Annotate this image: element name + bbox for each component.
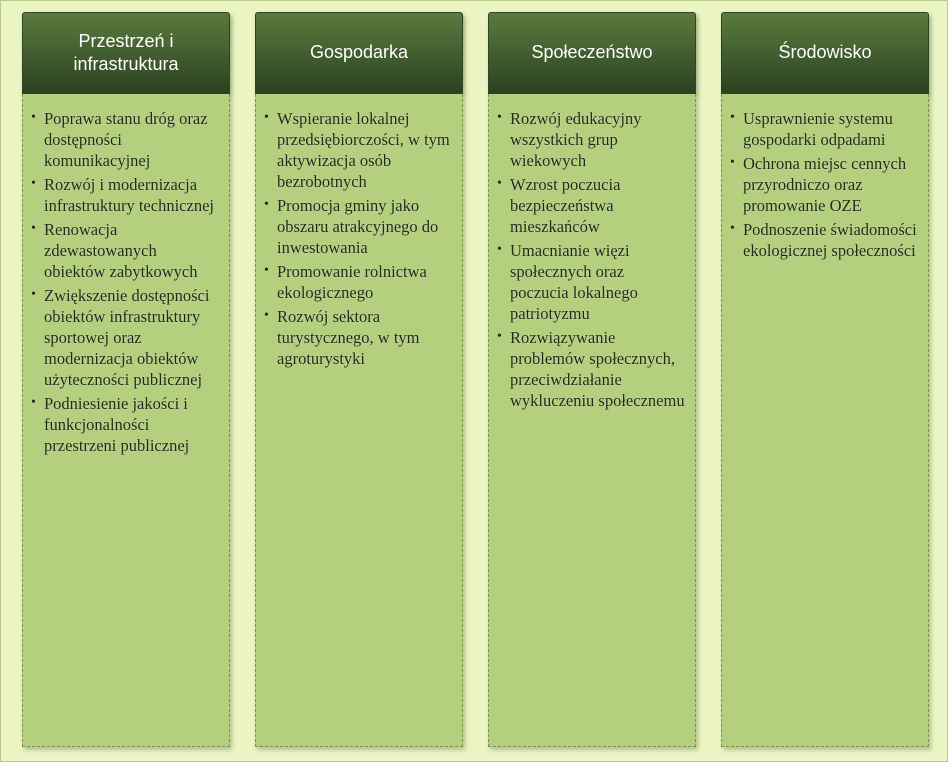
item-list bbox=[31, 108, 219, 456]
column-title: Gospodarka bbox=[309, 42, 409, 63]
list-item bbox=[264, 306, 452, 369]
list-item-text: Renowacja zdewastowanych obiektów zabytkowych bbox=[44, 220, 198, 281]
list-item bbox=[31, 174, 219, 216]
list-item-text: Zwiększenie dostępności obiektów infrastruktury sportowej oraz modernizacja obiektów użyteczności publicznej bbox=[44, 286, 210, 389]
list-item bbox=[264, 195, 452, 258]
list-item bbox=[730, 219, 918, 261]
column-header bbox=[255, 12, 463, 94]
list-item-text: Podniesienie jakości i funkcjonalności przestrzeni publicznej bbox=[44, 394, 190, 455]
column-header bbox=[721, 12, 929, 94]
column-spoleczenstwo bbox=[488, 12, 696, 747]
list-item bbox=[31, 285, 219, 390]
list-item-text: Wspieranie lokalnej przedsiębiorczości, w tym aktywizacja osób bezrobotnych bbox=[277, 109, 450, 191]
item-list bbox=[497, 108, 685, 411]
list-item bbox=[31, 108, 219, 171]
list-item bbox=[497, 174, 685, 237]
bullet-icon: • bbox=[730, 221, 735, 236]
list-item bbox=[497, 240, 685, 324]
list-item-text: Rozwój edukacyjny wszystkich grup wiekowych bbox=[510, 109, 642, 170]
column-body bbox=[22, 94, 230, 747]
column-title: Środowisko bbox=[778, 42, 872, 63]
list-item-text: Umacnianie więzi społecznych oraz poczucia lokalnego patriotyzmu bbox=[510, 241, 638, 323]
bullet-icon: • bbox=[497, 242, 502, 257]
column-body bbox=[488, 94, 696, 747]
column-body bbox=[255, 94, 463, 747]
bullet-icon: • bbox=[730, 110, 735, 125]
list-item-text: Promocja gminy jako obszaru atrakcyjnego do inwestowania bbox=[277, 196, 439, 257]
column-title: Społeczeństwo bbox=[531, 42, 653, 63]
list-item-text: Rozwój sektora turystycznego, w tym agroturystyki bbox=[277, 307, 420, 368]
list-item bbox=[31, 219, 219, 282]
bullet-icon: • bbox=[31, 110, 36, 125]
bullet-icon: • bbox=[264, 308, 269, 323]
column-body bbox=[721, 94, 929, 747]
list-item bbox=[497, 108, 685, 171]
column-title: Przestrzeń i infrastruktura bbox=[73, 30, 179, 74]
list-item bbox=[31, 393, 219, 456]
bullet-icon: • bbox=[31, 221, 36, 236]
column-przestrzen-i-infrastruktura bbox=[22, 12, 230, 747]
list-item-text: Rozwój i modernizacja infrastruktury technicznej bbox=[44, 175, 214, 215]
bullet-icon: • bbox=[31, 176, 36, 191]
list-item bbox=[264, 261, 452, 303]
bullet-icon: • bbox=[497, 110, 502, 125]
column-header bbox=[22, 12, 230, 94]
list-item-text: Podnoszenie świadomości ekologicznej społeczności bbox=[743, 220, 917, 260]
bullet-icon: • bbox=[31, 287, 36, 302]
list-item bbox=[264, 108, 452, 192]
list-item-text: Poprawa stanu dróg oraz dostępności komunikacyjnej bbox=[44, 109, 208, 170]
list-item-text: Ochrona miejsc cennych przyrodniczo oraz promowanie OZE bbox=[743, 154, 907, 215]
column-gospodarka bbox=[255, 12, 463, 747]
list-item bbox=[497, 327, 685, 411]
bullet-icon: • bbox=[497, 329, 502, 344]
list-item bbox=[730, 108, 918, 150]
bullet-icon: • bbox=[264, 263, 269, 278]
list-item-text: Promowanie rolnictwa ekologicznego bbox=[277, 262, 427, 302]
list-item-text: Rozwiązywanie problemów społecznych, przeciwdziałanie wykluczeniu społecznemu bbox=[510, 328, 685, 410]
column-header bbox=[488, 12, 696, 94]
item-list bbox=[730, 108, 918, 261]
column-srodowisko bbox=[721, 12, 929, 747]
bullet-icon: • bbox=[31, 395, 36, 410]
bullet-icon: • bbox=[264, 197, 269, 212]
list-item bbox=[730, 153, 918, 216]
list-item-text: Wzrost poczucia bezpieczeństwa mieszkańców bbox=[510, 175, 621, 236]
bullet-icon: • bbox=[264, 110, 269, 125]
bullet-icon: • bbox=[730, 155, 735, 170]
item-list bbox=[264, 108, 452, 369]
bullet-icon: • bbox=[497, 176, 502, 191]
list-item-text: Usprawnienie systemu gospodarki odpadami bbox=[743, 109, 893, 149]
